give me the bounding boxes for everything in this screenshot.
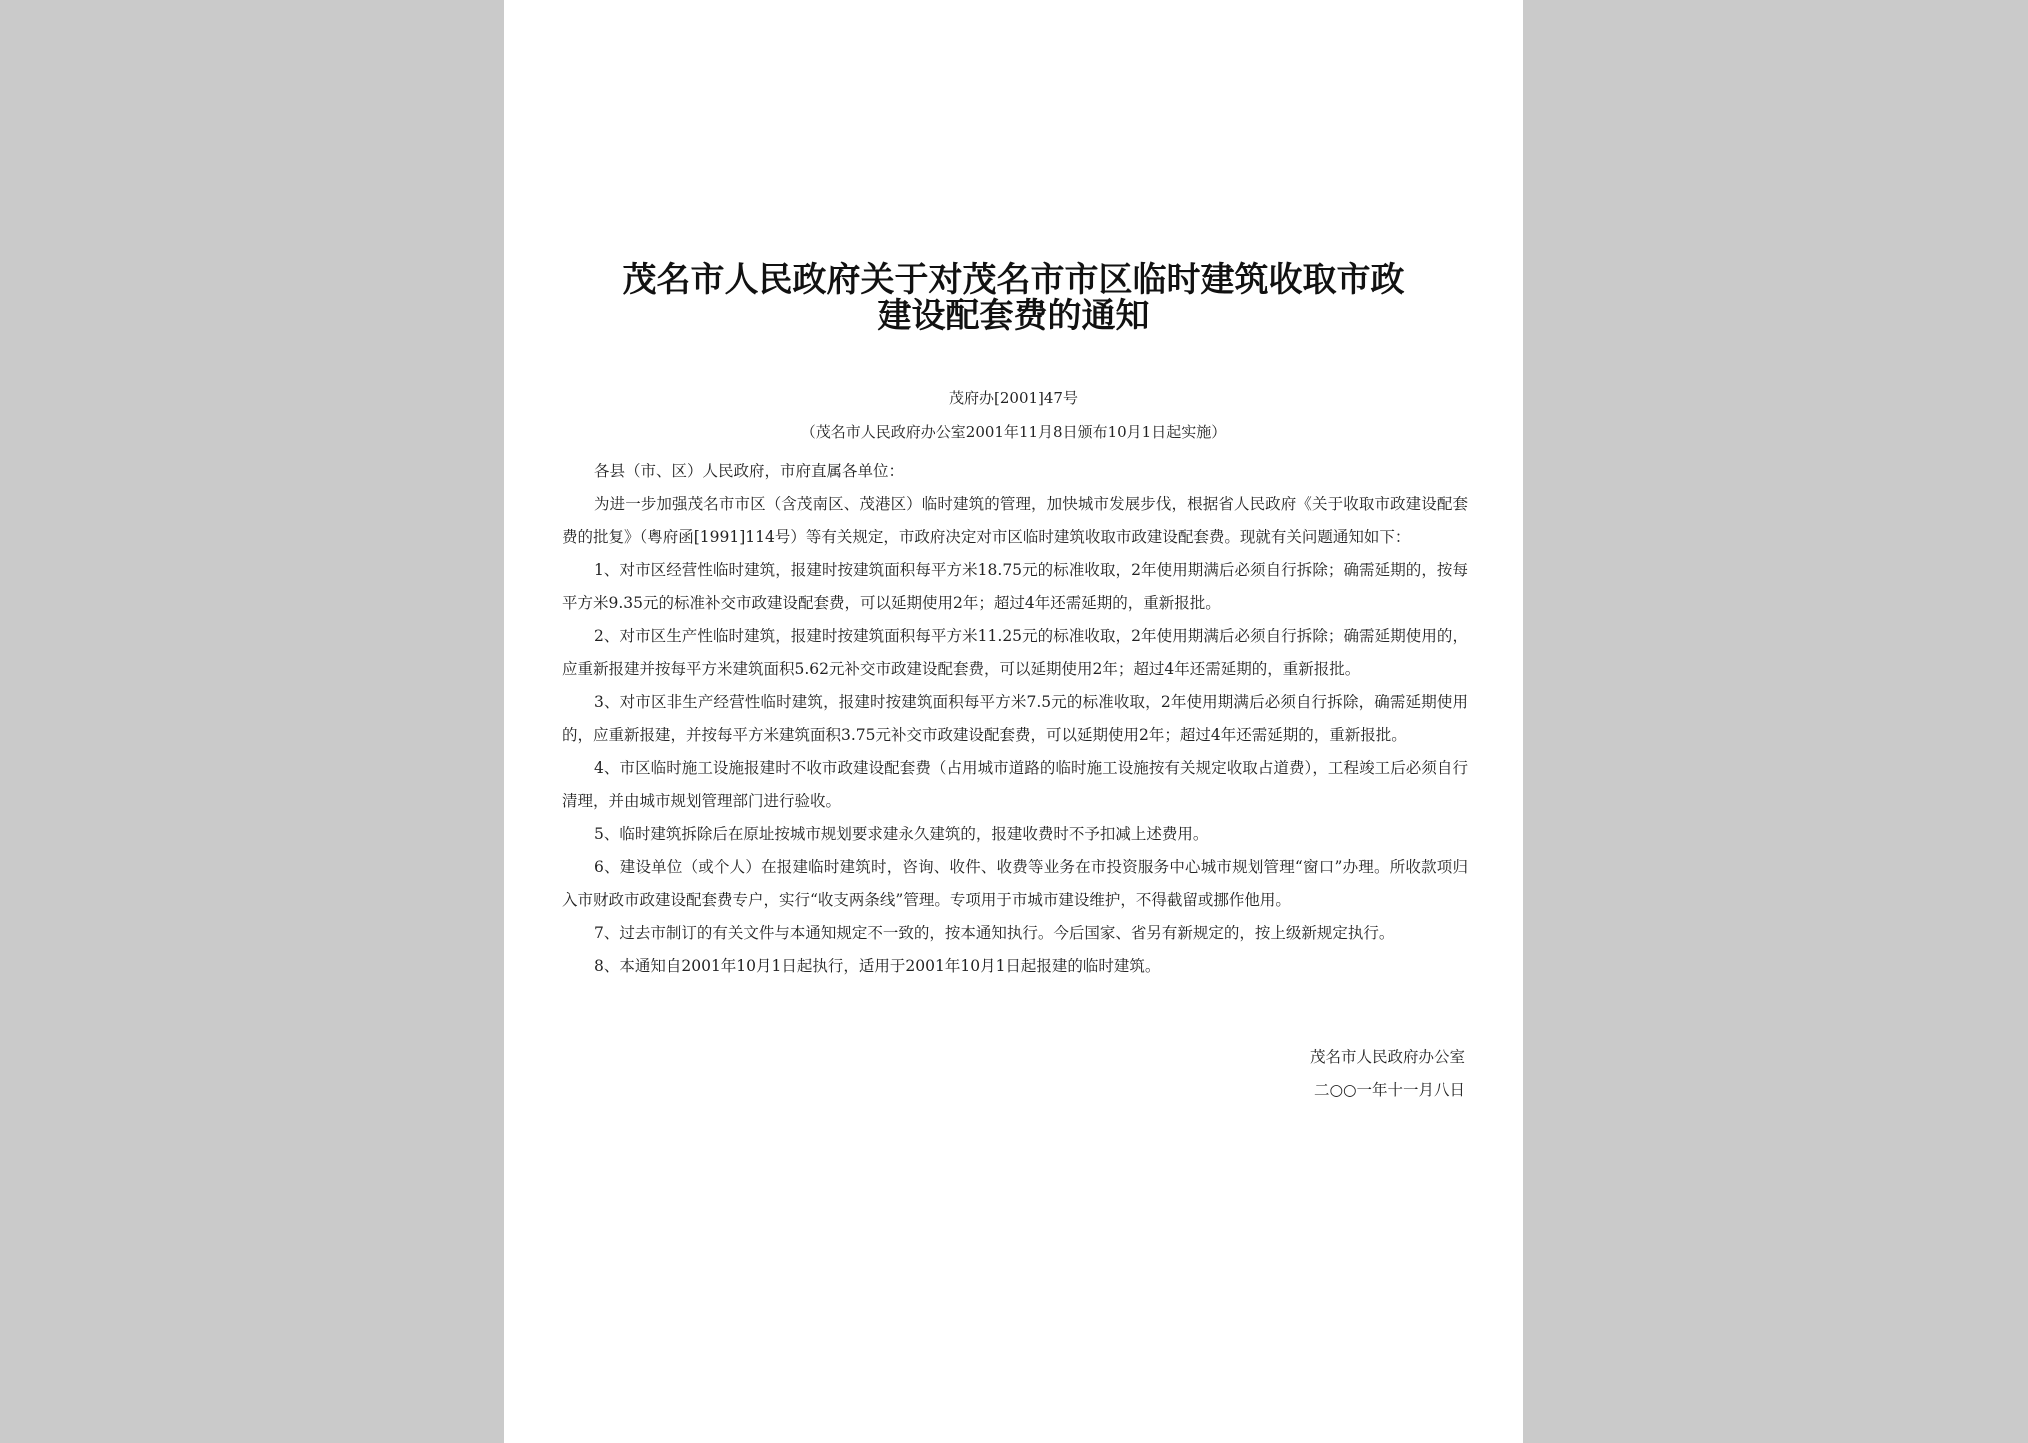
issuer-name: 茂名市人民政府办公室: [1309, 1048, 1465, 1066]
document-body: [562, 455, 1468, 983]
item-paragraph-6: 6、建设单位（或个人）在报建临时建筑时，咨询、收件、收费等业务在市投资服务中心城市规划管理“窗口”办理。所收款项归入市财政市政建设配套费专户，实行“收支两条线”管理。专项用于市城市建设维护，不得截留或挪作他用。: [562, 858, 1468, 909]
item-paragraph-8: 8、本通知自2001年10月1日起执行，适用于2001年10月1日起报建的临时建筑。: [594, 957, 1161, 975]
item-paragraph-1: 1、对市区经营性临时建筑，报建时按建筑面积每平方米18.75元的标准收取，2年使用期满后必须自行拆除；确需延期的，按每平方米9.35元的标准补交市政建设配套费，可以延期使用2年；超过4年还需延期的，重新报批。: [562, 561, 1468, 612]
document-number: 茂府办[2001]47号: [949, 389, 1078, 407]
title-line-1: 茂名市人民政府关于对茂名市市区临时建筑收取市政: [622, 260, 1405, 300]
salutation: 各县（市、区）人民政府，市府直属各单位：: [594, 462, 905, 480]
item-paragraph-2: 2、对市区生产性临时建筑，报建时按建筑面积每平方米11.25元的标准收取，2年使用期满后必须自行拆除；确需延期使用的，应重新报建并按每平方米建筑面积5.62元补交市政建设配套费，可以延期使用2年；超过4年还需延期的，重新报批。: [562, 627, 1468, 678]
issue-date: 二○○一年十一月八日: [1313, 1081, 1465, 1099]
document-title: [564, 262, 1463, 334]
item-paragraph-5: 5、临时建筑拆除后在原址按城市规划要求建永久建筑的，报建收费时不予扣减上述费用。: [594, 825, 1209, 843]
item-paragraph-4: 4、市区临时施工设施报建时不收市政建设配套费（占用城市道路的临时施工设施按有关规定收取占道费），工程竣工后必须自行清理，并由城市规划管理部门进行验收。: [562, 759, 1468, 810]
signoff: [1310, 1041, 1465, 1107]
title-line-2: 建设配套费的通知: [877, 296, 1150, 336]
item-paragraph-3: 3、对市区非生产经营性临时建筑，报建时按建筑面积每平方米7.5元的标准收取，2年使用期满后必须自行拆除，确需延期使用的，应重新报建，并按每平方米建筑面积3.75元补交市政建设配套费，可以延期使用2年；超过4年还需延期的，重新报批。: [562, 693, 1468, 744]
item-paragraph-7: 7、过去市制订的有关文件与本通知规定不一致的，按本通知执行。今后国家、省另有新规定的，按上级新规定执行。: [594, 924, 1395, 942]
intro-paragraph: 为进一步加强茂名市市区（含茂南区、茂港区）临时建筑的管理，加快城市发展步伐，根据省人民政府《关于收取市政建设配套费的批复》（粤府函[1991]114号）等有关规定，市政府决定对市区临时建筑收取市政建设配套费。现就有关问题通知如下：: [562, 495, 1468, 546]
issue-note: （茂名市人民政府办公室2001年11月8日颁布10月1日起实施）: [800, 423, 1227, 441]
document-page: [504, 0, 1523, 1443]
